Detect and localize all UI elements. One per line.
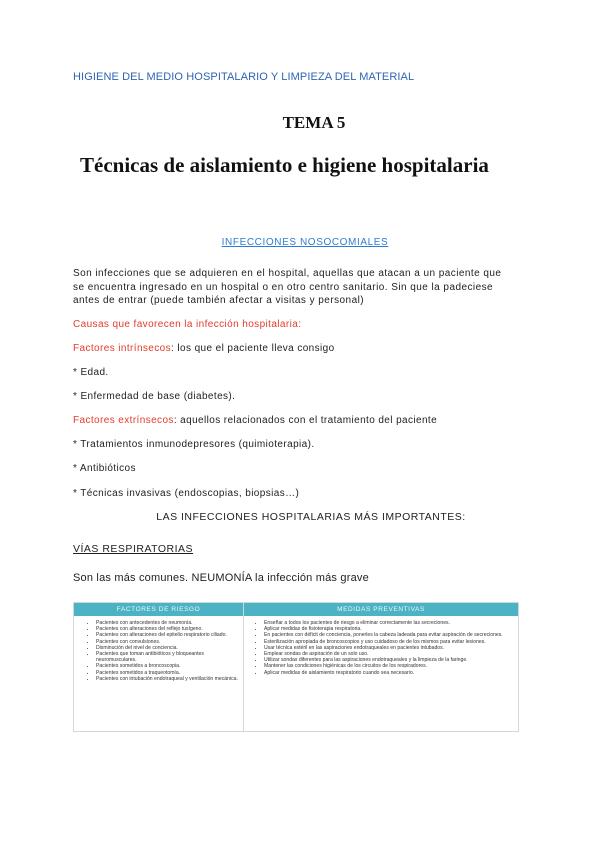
list-item: • Pacientes con antecedentes de neumonía.: [96, 620, 239, 626]
table-header: [74, 603, 518, 616]
topic-number: TEMA 5: [282, 113, 346, 132]
list-item: • Pacientes sometidos a broncoscopia.: [96, 663, 239, 669]
intrinsic-factors: [73, 343, 335, 354]
list-item: • Aplicar medidas de fisioterapia respiratoria.: [264, 626, 514, 632]
section-heading-link[interactable]: INFECCIONES NOSOCOMIALES: [221, 237, 389, 248]
list-item: • Pacientes con alteraciones del reflejo tusígeno.: [96, 626, 239, 632]
list-item: • Utilizar sondas diferentes para las aspiraciones endotraqueales y la limpieza de la faringe.: [264, 657, 514, 663]
list-item: * Técnicas invasivas (endoscopias, biopsias…): [73, 488, 300, 499]
table-body: [74, 616, 518, 731]
risk-factors-column: [74, 616, 244, 731]
main-heading: LAS INFECCIONES HOSPITALARIAS MÁS IMPORTANTES:: [156, 511, 466, 523]
extrinsic-description: : aquellos relacionados con el tratamiento del paciente: [173, 415, 438, 426]
extrinsic-factors: [73, 415, 437, 426]
list-item: • Pacientes con alteraciones del epitelio respiratorio ciliado.: [96, 632, 239, 638]
course-header: HIGIENE DEL MEDIO HOSPITALARIO Y LIMPIEZA DEL MATERIAL: [73, 71, 415, 83]
list-item: • Emplear sondas de aspiración de un solo uso.: [264, 651, 514, 657]
list-item: • Pacientes con convulsiones.: [96, 639, 239, 645]
list-item: • Usar técnica estéril en las aspiraciones endotraqueales en pacientes intubados.: [264, 645, 514, 651]
list-item: • Pacientes con intubación endotraqueal y ventilación mecánica.: [96, 676, 239, 682]
intrinsic-label: Factores intrínsecos: [73, 343, 172, 354]
list-item: * Antibióticos: [73, 463, 136, 474]
list-item: • En pacientes con déficit de conciencia, ponerles la cabeza ladeada para evitar aspiración de secreciones.: [264, 632, 514, 638]
list-item: • Enseñar a todos los pacientes de riesgo a eliminar correctamente las secreciones.: [264, 620, 514, 626]
list-item: • Aplicar medidas de aislamiento respiratorio cuando sea necesario.: [264, 670, 514, 676]
list-item: * Enfermedad de base (diabetes).: [73, 391, 236, 402]
list-item: • Esterilización apropiada de broncoscopios y uso cuidadoso de de los mismos para evitar lesiones.: [264, 639, 514, 645]
header-risk-factors: FACTORES DE RIESGO: [74, 603, 244, 616]
risk-table: [73, 602, 519, 732]
preventive-measures-column: [244, 616, 518, 731]
intro-paragraph: Son infecciones que se adquieren en el hospital, aquellas que atacan a un paciente que se encuentra ingresado en un hospital o en otro centro sanitario. Sin que la padeciese antes de entrar (puede también afectar a visitas y personal): [73, 268, 502, 306]
header-preventive-measures: MEDIDAS PREVENTIVAS: [337, 606, 425, 613]
extrinsic-label: Factores extrínsecos: [73, 415, 174, 426]
list-item: * Tratamientos inmunodepresores (quimioterapia).: [73, 439, 315, 450]
causes-heading: Causas que favorecen la infección hospitalaria:: [73, 319, 302, 330]
list-item: • Mantener las condiciones higiénicas de los circuitos de los respiradores.: [264, 663, 514, 669]
note-text: Son las más comunes. NEUMONÍA la infección más grave: [73, 572, 369, 584]
page-title: Técnicas de aislamiento e higiene hospitalaria: [80, 153, 489, 177]
list-item: • Pacientes sometidos a traqueotomía.: [96, 670, 239, 676]
list-item: • Pacientes que toman antibióticos y bloqueantes neuromusculares.: [96, 651, 239, 663]
list-item: • Disminución del nivel de conciencia.: [96, 645, 239, 651]
intrinsic-description: : los que el paciente lleva consigo: [171, 343, 335, 354]
subheading: VÍAS RESPIRATORIAS: [73, 543, 194, 555]
list-item: * Edad.: [73, 367, 109, 378]
